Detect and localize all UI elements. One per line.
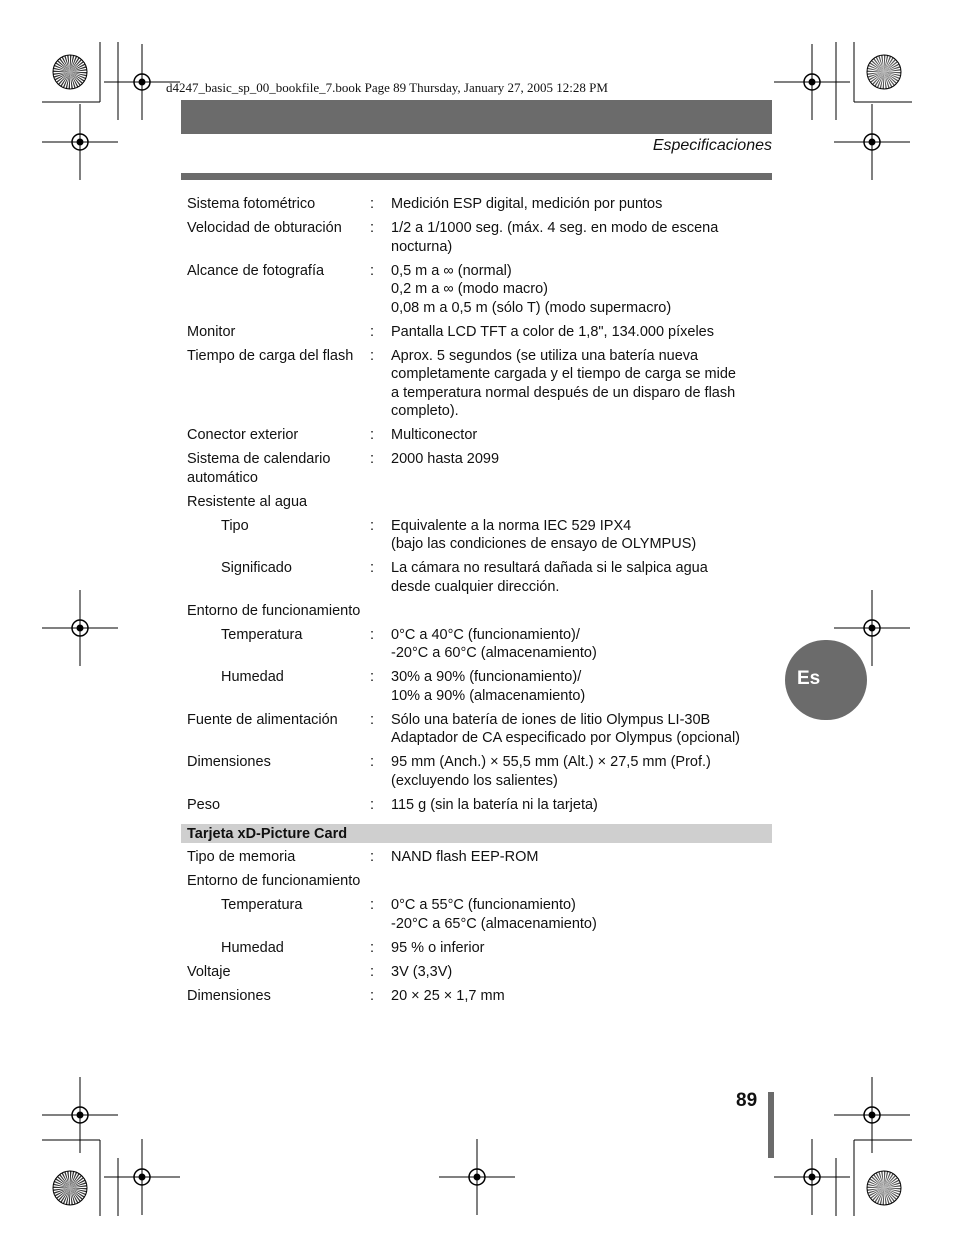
spec-value-line: Adaptador de CA especificado por Olympus (opcional) — [391, 730, 740, 746]
spec-value-line: Pantalla LCD TFT a color de 1,8", 134.000 píxeles — [391, 323, 714, 340]
spec-value — [391, 963, 772, 982]
spec-value-line: 20 × 25 × 1,7 mm — [391, 987, 505, 1004]
spec-value — [391, 896, 772, 933]
spec-value-line: 1/2 a 1/1000 seg. (máx. 4 seg. en modo de escena — [391, 220, 719, 236]
spec-colon: : — [370, 939, 375, 956]
registration-mark-icon — [42, 1077, 118, 1153]
spec-label: Sistema de calendario automático — [187, 451, 331, 486]
spec-value — [391, 602, 772, 621]
registration-mark-icon — [104, 1139, 180, 1215]
spec-label: Peso — [187, 796, 221, 813]
spec-value — [391, 796, 772, 815]
spec-value — [391, 848, 772, 867]
spec-row — [181, 626, 772, 663]
spec-value-line: La cámara no resultará dañada si le salpica agua — [391, 560, 708, 576]
spec-value-line: NAND flash EEP-ROM — [391, 849, 539, 865]
spec-value-line: completo). — [391, 403, 459, 419]
card-spec-rows — [181, 848, 772, 1005]
section-title: Especificaciones — [652, 137, 772, 154]
spec-label: Resistente al agua — [187, 493, 308, 510]
spec-colon — [368, 602, 391, 621]
spec-value — [391, 559, 772, 596]
spec-label: Alcance de fotografía — [187, 262, 325, 279]
star-target-icon — [53, 55, 87, 89]
spec-value — [391, 426, 772, 445]
star-target-icon — [867, 55, 901, 89]
spec-value-line: 3V (3,3V) — [391, 963, 453, 980]
spec-value — [391, 987, 772, 1006]
registration-mark-icon — [834, 104, 910, 180]
spec-value-line: desde cualquier dirección. — [391, 578, 560, 595]
spec-value — [391, 668, 772, 705]
spec-label: Entorno de funcionamiento — [187, 602, 361, 619]
spec-colon: : — [370, 754, 375, 770]
spec-row — [181, 963, 772, 982]
spec-row — [181, 347, 772, 421]
spec-label: Dimensiones — [187, 987, 271, 1004]
spec-row — [181, 262, 772, 318]
spec-colon: : — [370, 897, 375, 913]
spec-value — [391, 517, 772, 554]
spec-value-line: Multiconector — [391, 427, 478, 443]
spec-value-line: (bajo las condiciones de ensayo de OLYMPUS) — [391, 536, 697, 552]
spec-label: Monitor — [187, 323, 236, 340]
spec-value-line: 0°C a 55°C (funcionamiento) — [391, 897, 576, 913]
spec-row — [181, 219, 772, 256]
spec-colon: : — [370, 262, 375, 279]
spec-colon: : — [370, 560, 375, 576]
card-section-header: Tarjeta xD-Picture Card — [181, 824, 772, 843]
spec-colon: : — [370, 451, 375, 467]
header-rule — [181, 173, 772, 180]
spec-value — [391, 195, 772, 214]
spec-value — [391, 493, 772, 512]
spec-value-line: 0,08 m a 0,5 m (sólo T) (modo supermacro) — [391, 299, 672, 316]
spec-label: Temperatura — [221, 897, 303, 913]
spec-value-line: a temperatura normal después de un disparo de flash — [391, 384, 736, 401]
spec-value-line: 0°C a 40°C (funcionamiento)/ — [391, 626, 580, 643]
star-target-icon — [867, 1171, 901, 1205]
spec-label: Velocidad de obturación — [187, 220, 342, 236]
spec-value-line: Equivalente a la norma IEC 529 IPX4 — [391, 517, 632, 534]
registration-mark-icon — [774, 44, 850, 120]
spec-value-line: -20°C a 60°C (almacenamiento) — [391, 645, 597, 661]
spec-colon: : — [370, 796, 375, 813]
language-tab — [785, 640, 867, 720]
spec-value — [391, 450, 772, 487]
spec-colon: : — [370, 669, 375, 685]
spec-row — [181, 493, 772, 512]
spec-table — [181, 195, 772, 1011]
spec-label: Entorno de funcionamiento — [187, 873, 361, 889]
spec-label: Fuente de alimentación — [187, 711, 338, 728]
spec-row — [181, 939, 772, 958]
spec-row — [181, 323, 772, 342]
spec-colon: : — [370, 220, 375, 236]
spec-value-line: completamente cargada y el tiempo de carga se mide — [391, 366, 736, 382]
spec-colon — [368, 872, 391, 891]
spec-colon: : — [370, 517, 375, 534]
spec-row — [181, 450, 772, 487]
spec-row — [181, 426, 772, 445]
spec-value-line: 115 g (sin la batería ni la tarjeta) — [391, 796, 598, 813]
spec-value — [391, 323, 772, 342]
spec-label: Sistema fotométrico — [187, 196, 316, 212]
spec-value-line: (excluyendo los salientes) — [391, 772, 558, 789]
spec-value-line: Aprox. 5 segundos (se utiliza una batería nueva — [391, 347, 699, 364]
spec-value-line: nocturna) — [391, 238, 453, 255]
registration-mark-icon — [42, 590, 118, 666]
spec-label: Dimensiones — [187, 754, 271, 770]
spec-row — [181, 602, 772, 621]
spec-row — [181, 896, 772, 933]
spec-colon: : — [370, 849, 375, 865]
spec-value-line: -20°C a 65°C (almacenamiento) — [391, 915, 597, 932]
spec-label: Tipo — [221, 517, 249, 534]
spec-value-line: 0,5 m a ∞ (normal) — [391, 262, 512, 279]
spec-row — [181, 848, 772, 867]
spec-value-line: 2000 hasta 2099 — [391, 451, 500, 467]
spec-value — [391, 347, 772, 421]
spec-row — [181, 517, 772, 554]
registration-mark-icon — [834, 1077, 910, 1153]
star-target-icon — [53, 1171, 87, 1205]
page-number: 89 — [736, 1090, 758, 1111]
spec-row — [181, 796, 772, 815]
spec-value-line: 95 % o inferior — [391, 939, 485, 956]
spec-colon: : — [370, 963, 375, 980]
spec-value — [391, 753, 772, 790]
page-number-bar — [768, 1092, 774, 1158]
spec-value-line: 30% a 90% (funcionamiento)/ — [391, 669, 582, 685]
spec-row — [181, 559, 772, 596]
registration-mark-icon — [774, 1139, 850, 1215]
spec-row — [181, 711, 772, 748]
spec-label: Temperatura — [221, 626, 303, 643]
spec-colon: : — [370, 626, 375, 643]
spec-row — [181, 987, 772, 1006]
camera-spec-rows — [181, 195, 772, 814]
spec-colon: : — [370, 711, 375, 728]
spec-value-line: 95 mm (Anch.) × 55,5 mm (Alt.) × 27,5 mm (Prof.) — [391, 754, 711, 770]
registration-mark-icon — [439, 1139, 515, 1215]
spec-colon — [368, 493, 391, 512]
spec-value — [391, 872, 772, 891]
spec-label: Conector exterior — [187, 427, 299, 443]
spec-colon: : — [370, 196, 375, 212]
spec-value — [391, 219, 772, 256]
header-bar — [181, 100, 772, 134]
language-tab-label: Es — [797, 668, 821, 689]
spec-row — [181, 668, 772, 705]
spec-label: Voltaje — [187, 963, 231, 980]
spec-value-line: Medición ESP digital, medición por puntos — [391, 196, 663, 212]
spec-value — [391, 626, 772, 663]
spec-row — [181, 753, 772, 790]
spec-colon: : — [370, 427, 375, 443]
spec-row — [181, 195, 772, 214]
registration-mark-icon — [42, 104, 118, 180]
spec-value-line: 10% a 90% (almacenamiento) — [391, 687, 586, 704]
spec-colon: : — [370, 347, 375, 364]
book-file-header: d4247_basic_sp_00_bookfile_7.book Page 89 Thursday, January 27, 2005 12:28 PM — [166, 80, 608, 95]
spec-value — [391, 711, 772, 748]
spec-colon: : — [370, 987, 375, 1004]
spec-row — [181, 872, 772, 891]
spec-value-line: Sólo una batería de iones de litio Olympus LI-30B — [391, 711, 711, 728]
spec-value — [391, 262, 772, 318]
spec-label: Humedad — [221, 669, 284, 685]
spec-colon: : — [370, 323, 375, 340]
spec-label: Significado — [221, 560, 292, 576]
spec-label: Tiempo de carga del flash — [187, 347, 354, 364]
spec-value-line: 0,2 m a ∞ (modo macro) — [391, 281, 548, 297]
spec-label: Tipo de memoria — [187, 849, 296, 865]
spec-value — [391, 939, 772, 958]
spec-label: Humedad — [221, 939, 284, 956]
